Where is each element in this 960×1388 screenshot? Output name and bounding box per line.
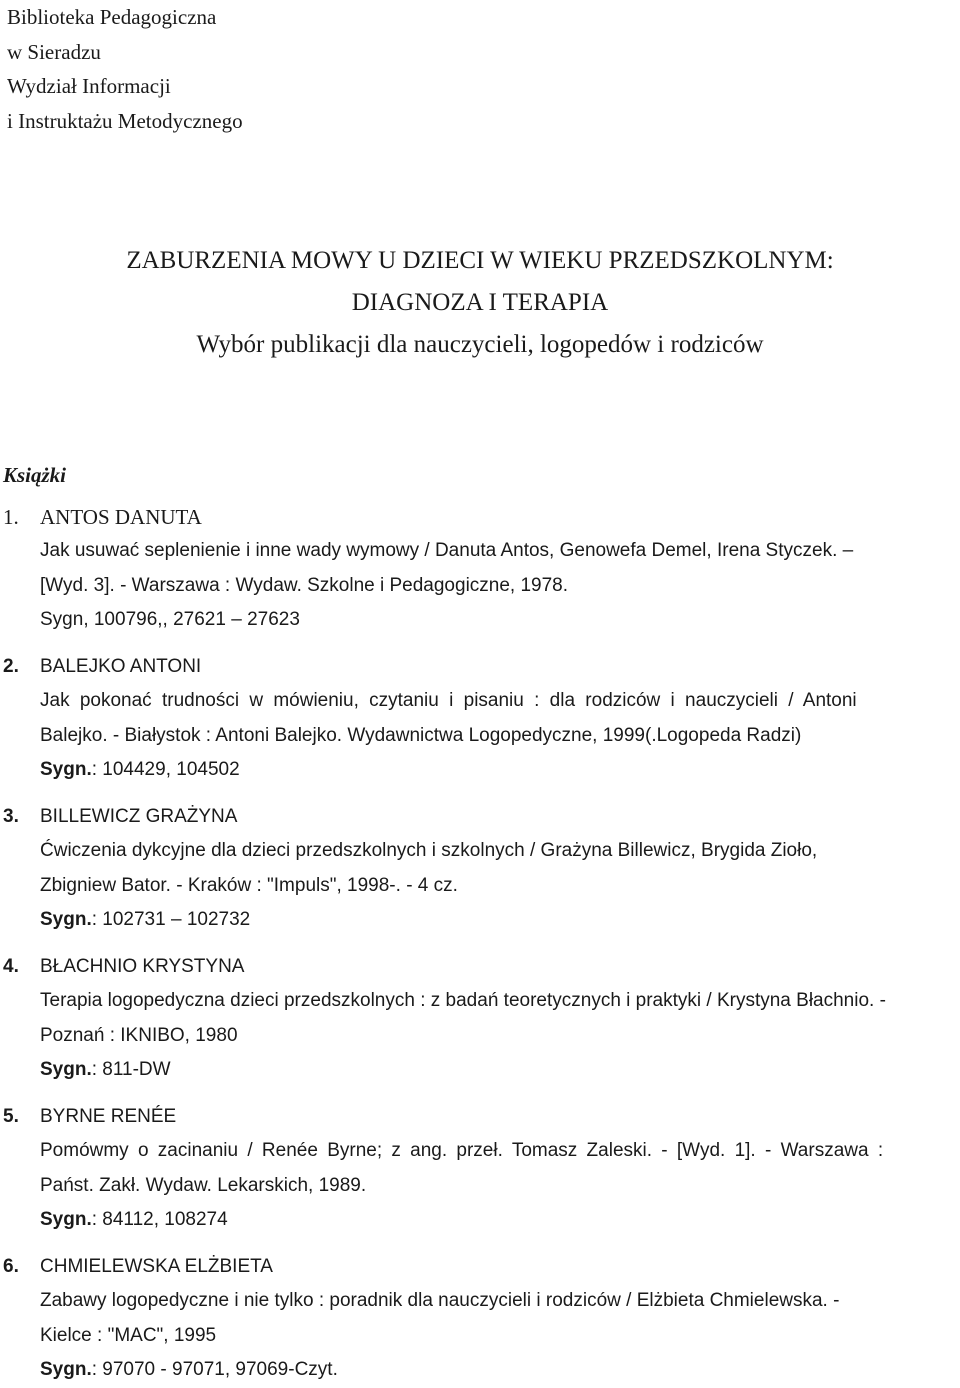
entry-description-line: Poznań : IKNIBO, 1980 [40, 1024, 238, 1046]
entry-call-number [40, 903, 250, 938]
document-title [0, 240, 960, 366]
header-line-3: Wydział Informacji [7, 74, 171, 98]
header-line-2: w Sieradzu [7, 39, 101, 64]
section-heading-books: Książki [3, 463, 67, 487]
entry-number: 2. [3, 656, 19, 677]
entry-description-line: Zabawy logopedyczne i nie tylko : poradnik dla nauczycieli i rodziców / Elżbieta Chmielewska. - [40, 1290, 840, 1311]
entry-description [40, 834, 956, 903]
entry-call-number [40, 1203, 228, 1238]
entry-description-line: Jak usuwać seplenienie i inne wady wymowy / Danuta Antos, Genowefa Demel, Irena Styczek. – [40, 540, 854, 561]
call-number-value: : 811-DW [91, 1059, 171, 1080]
call-number-value: : 97070 - 97071, 97069-Czyt. [91, 1359, 338, 1380]
entry-call-number [40, 603, 300, 638]
entry-description [40, 1284, 956, 1353]
entry-author: CHMIELEWSKA ELŻBIETA [40, 1256, 273, 1277]
library-header [7, 0, 243, 138]
call-number-value: : 84112, 108274 [91, 1209, 228, 1230]
entry-description-line: Jak pokonać trudności w mówieniu, czytaniu i pisaniu : dla rodziców i nauczycieli / Antoni [40, 690, 857, 711]
subtitle: Wybór publikacji dla nauczycieli, logopedów i rodziców [196, 331, 764, 358]
header-line-4: i Instruktażu Metodycznego [7, 108, 243, 133]
call-number-value: , 100796,, 27621 – 27623 [83, 609, 300, 630]
entry-number: 4. [3, 956, 19, 977]
header-line-1: Biblioteka Pedagogiczna [7, 5, 217, 29]
call-number-label: Sygn. [40, 1209, 92, 1230]
entry-number: 3. [3, 806, 19, 827]
entry-description-line: Balejko. - Białystok : Antoni Balejko. Wydawnictwa Logopedyczne, 1999(.Logopeda Radzi) [40, 724, 802, 746]
entry-description [40, 984, 956, 1053]
entry-author: BALEJKO ANTONI [40, 656, 202, 677]
entry-number: 5. [3, 1106, 19, 1127]
entry-number: 1. [3, 505, 19, 529]
call-number-label: Sygn. [40, 759, 92, 780]
call-number-label: Sygn. [40, 909, 92, 930]
entry-call-number [40, 753, 240, 788]
entry-description-line: Ćwiczenia dykcyjne dla dzieci przedszkolnych i szkolnych / Grażyna Billewicz, Brygida Zioło, [40, 840, 818, 861]
entry-description-line: Państ. Zakł. Wydaw. Lekarskich, 1989. [40, 1174, 367, 1196]
call-number-label: Sygn [40, 609, 84, 630]
entry-description [40, 684, 956, 753]
title-line-1: ZABURZENIA MOWY U DZIECI W WIEKU PRZEDSZKOLNYM: [126, 247, 834, 274]
entry-number: 6. [3, 1256, 19, 1277]
entry-author: ANTOS DANUTA [40, 505, 202, 529]
call-number-label: Sygn. [40, 1359, 92, 1380]
entry-author: BYRNE RENÉE [40, 1106, 177, 1127]
entry-description-line: Terapia logopedyczna dzieci przedszkolnych : z badań teoretycznych i praktyki / Krystyna Błachnio. - [40, 990, 886, 1011]
entry-call-number [40, 1053, 171, 1088]
entry-description-line: Pomówmy o zacinaniu / Renée Byrne; z ang. przeł. Tomasz Zaleski. - [Wyd. 1]. - Warszawa : [40, 1140, 884, 1161]
entry-author: BŁACHNIO KRYSTYNA [40, 956, 245, 977]
call-number-label: Sygn. [40, 1059, 92, 1080]
call-number-value: : 104429, 104502 [91, 759, 240, 780]
entry-description [40, 1134, 956, 1203]
entry-description-line: [Wyd. 3]. - Warszawa : Wydaw. Szkolne i Pedagogiczne, 1978. [40, 574, 569, 596]
entry-description-line: Zbigniew Bator. - Kraków : "Impuls", 1998-. - 4 cz. [40, 874, 458, 896]
call-number-value: : 102731 – 102732 [91, 909, 251, 930]
title-line-2: DIAGNOZA I TERAPIA [351, 289, 609, 316]
entry-call-number [40, 1353, 338, 1388]
entry-description-line: Kielce : "MAC", 1995 [40, 1324, 217, 1346]
entry-description [40, 534, 956, 603]
entry-author: BILLEWICZ GRAŻYNA [40, 806, 238, 827]
